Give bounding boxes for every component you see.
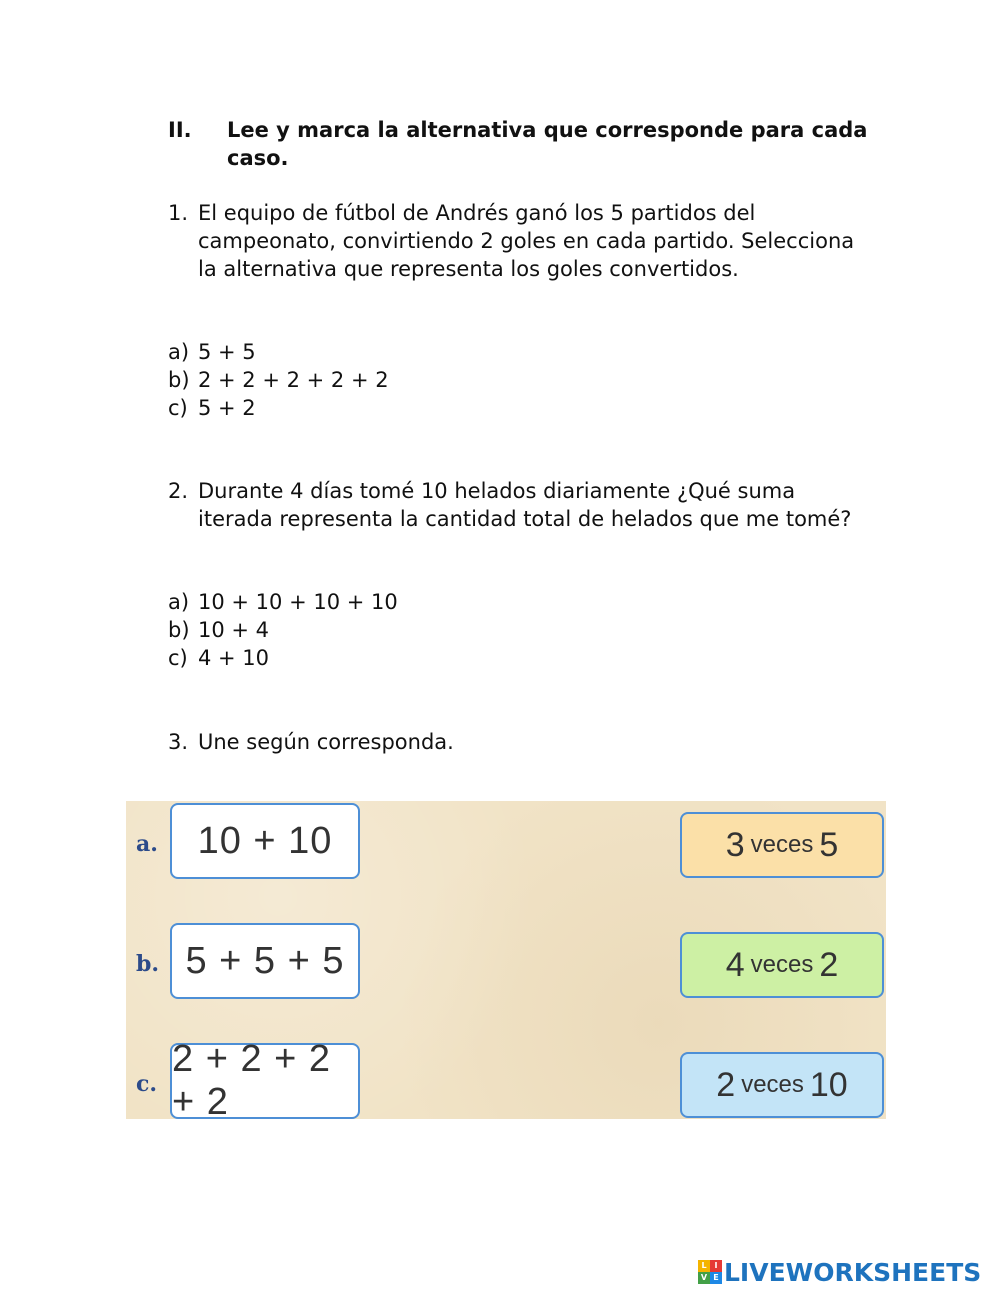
question-text: Durante 4 días tomé 10 helados diariamente ¿Qué suma iterada representa la cantidad total de helados que me tomé? <box>198 479 852 531</box>
right-num: 4 <box>725 945 745 984</box>
question-number: 1. <box>168 201 189 225</box>
option-letter: a) <box>168 340 190 364</box>
right-num: 2 <box>819 945 839 984</box>
option-2c[interactable] <box>168 644 269 672</box>
option-letter: c) <box>168 646 188 670</box>
left-box-a[interactable]: 10 + 10 <box>170 803 360 879</box>
right-num: 3 <box>725 825 745 864</box>
section-title: Lee y marca la alternativa que corresponde para cada caso. <box>227 118 868 170</box>
right-word: veces <box>750 831 814 858</box>
logo-text: LIVEWORKSHEETS <box>724 1257 982 1287</box>
option-text: 4 + 10 <box>198 646 270 670</box>
option-text: 10 + 10 + 10 + 10 <box>198 590 398 614</box>
section-heading <box>168 116 868 172</box>
logo-letter: V <box>698 1272 710 1284</box>
right-box-3[interactable] <box>680 1052 884 1118</box>
section-number: II. <box>168 118 192 142</box>
row-label-b: b. <box>136 951 160 977</box>
option-letter: b) <box>168 368 190 392</box>
right-num: 2 <box>716 1065 736 1104</box>
logo-letter: E <box>710 1272 722 1284</box>
question-text: Une según corresponda. <box>198 730 454 754</box>
logo-letter: I <box>710 1260 722 1272</box>
option-text: 2 + 2 + 2 + 2 + 2 <box>198 368 389 392</box>
liveworksheets-logo <box>698 1258 981 1286</box>
right-num: 10 <box>809 1065 848 1104</box>
right-num: 5 <box>819 825 839 864</box>
right-box-2[interactable] <box>680 932 884 998</box>
option-letter: c) <box>168 396 188 420</box>
matching-panel <box>126 801 886 1123</box>
left-box-c[interactable]: 2 + 2 + 2 + 2 <box>170 1043 360 1119</box>
option-1a[interactable] <box>168 338 256 366</box>
option-text: 10 + 4 <box>198 618 270 642</box>
left-box-b[interactable]: 5 + 5 + 5 <box>170 923 360 999</box>
option-letter: a) <box>168 590 190 614</box>
option-text: 5 + 5 <box>198 340 256 364</box>
row-label-a: a. <box>136 831 158 857</box>
row-label-c: c. <box>136 1071 158 1097</box>
logo-icon <box>698 1260 722 1284</box>
option-text: 5 + 2 <box>198 396 256 420</box>
right-word: veces <box>750 951 814 978</box>
option-2a[interactable] <box>168 588 398 616</box>
question-number: 2. <box>168 479 189 503</box>
option-2b[interactable] <box>168 616 269 644</box>
question-1 <box>168 199 868 283</box>
question-text: El equipo de fútbol de Andrés ganó los 5 partidos del campeonato, convirtiendo 2 goles en cada partido. Selecciona la alternativa que representa los goles convertidos. <box>198 201 855 281</box>
option-1b[interactable] <box>168 366 389 394</box>
logo-letter: L <box>698 1260 710 1272</box>
question-number: 3. <box>168 730 189 754</box>
option-1c[interactable] <box>168 394 256 422</box>
option-letter: b) <box>168 618 190 642</box>
right-word: veces <box>741 1071 804 1098</box>
right-box-1[interactable] <box>680 812 884 878</box>
question-2 <box>168 477 868 533</box>
question-3 <box>168 728 868 756</box>
